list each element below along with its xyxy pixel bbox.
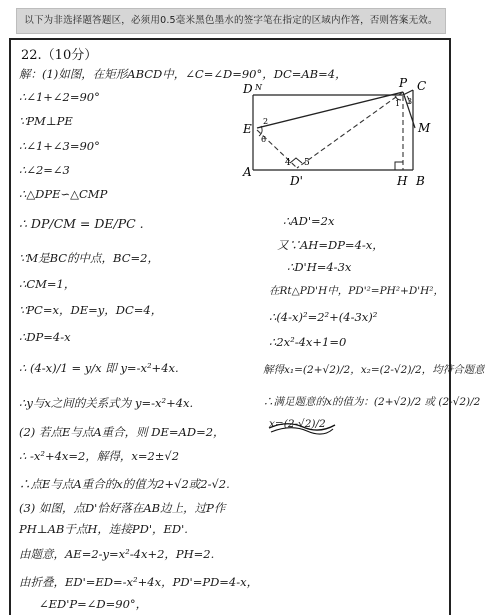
segment-PE (257, 92, 403, 128)
solution-line-20: 由折叠，ED'=ED=-x²+4x，PD'=PD=4-x， (19, 575, 259, 589)
solution-line-5: ∴∠2=∠3 (19, 163, 70, 177)
right-line-3: ∴D'H=4-3x (287, 260, 352, 274)
label-angle-3: 3 (407, 97, 413, 106)
label-B: B (416, 174, 425, 188)
strike-through-mark (267, 416, 337, 436)
solution-line-14: (2) 若点E与点A重合，则 DE=AD=2， (19, 425, 225, 439)
solution-line-3: ∵PM⊥PE (19, 114, 73, 128)
right-line-8: ∴满足题意的x的值为：(2+√2)/2 或 (2-√2)/2 (263, 396, 481, 408)
solution-line-21: ∠ED'P=∠D=90°， (39, 597, 148, 611)
label-angle-1: 1 (395, 99, 401, 108)
solution-line-4: ∴∠1+∠3=90° (19, 139, 100, 153)
solution-line-8: ∵M是BC的中点，BC=2， (19, 251, 159, 265)
solution-line-16: ∴点E与点A重合的x的值为2+√2或2-√2. (19, 477, 230, 491)
right-line-2: 又∵AH=DP=4-x， (277, 238, 384, 252)
solution-line-1: 解：(1)如图，在矩形ABCD中，∠C=∠D=90°，DC=AB=4， (19, 67, 347, 81)
solution-line-18: PH⊥AB于点H，连接PD'，ED'. (19, 522, 188, 536)
label-E: E (243, 122, 252, 136)
solution-line-2: ∴∠1+∠2=90° (19, 90, 100, 104)
solution-line-7: ∴ DP/CM = DE/PC . (19, 216, 144, 231)
label-Dprime: D' (290, 174, 303, 188)
right-line-9-struck: x=(2-√2)/2 (269, 418, 326, 430)
label-H: H (397, 174, 408, 188)
label-angle-4: 4 (285, 158, 291, 168)
label-C: C (417, 79, 427, 93)
right-line-5: ∴(4-x)²=2²+(4-3x)² (269, 310, 378, 324)
solution-line-13: ∴y与x之间的关系式为 y=-x²+4x. (19, 396, 194, 410)
solution-line-15: ∴ -x²+4x=2，解得，x=2±√2 (19, 449, 180, 463)
right-line-4: 在Rt△PD'H中，PD'²=PH²+D'H²， (269, 285, 445, 297)
top-to-c-edge (403, 90, 413, 95)
label-P: P (399, 76, 408, 90)
label-angle-5: 5 (304, 158, 310, 168)
right-angle-H (395, 162, 403, 170)
label-angle-6: 6 (261, 135, 267, 144)
dashed-PDprime (297, 92, 403, 168)
right-line-7: 解得x₁=(2+√2)/2，x₂=(2-√2)/2，均符合题意 (263, 364, 485, 376)
solution-line-6: ∴△DPE∽△CMP (19, 187, 108, 201)
right-line-6: ∴2x²-4x+1=0 (269, 335, 347, 349)
question-number: 22.（10分） (21, 48, 98, 63)
right-angle-Dprime (290, 158, 302, 163)
solution-line-19: 由题意，AE=2-y=x²-4x+2，PH=2. (19, 547, 215, 561)
solution-line-17: (3) 如图，点D'恰好落在AB边上，过P作 (19, 501, 226, 515)
label-N: N (255, 83, 262, 92)
answer-sheet (9, 38, 485, 615)
label-M: M (418, 121, 431, 135)
answer-area-notice-banner: 以下为非选择题答题区，必须用0.5毫米黑色墨水的签字笔在指定的区域内作答，否则答案无效。 (16, 8, 446, 34)
solution-line-12: ∴ (4-x)/1 = y/x 即 y=-x²+4x. (19, 361, 179, 375)
label-A: A (243, 165, 252, 179)
solution-line-9: ∴CM=1， (19, 277, 76, 291)
geometry-figure (11, 40, 449, 200)
solution-line-11: ∴DP=4-x (19, 330, 71, 344)
label-D: D (243, 82, 253, 96)
label-angle-2: 2 (263, 117, 269, 126)
right-line-1: ∴AD'=2x (283, 214, 335, 228)
solution-line-10: ∵PC=x，DE=y，DC=4， (19, 303, 163, 317)
